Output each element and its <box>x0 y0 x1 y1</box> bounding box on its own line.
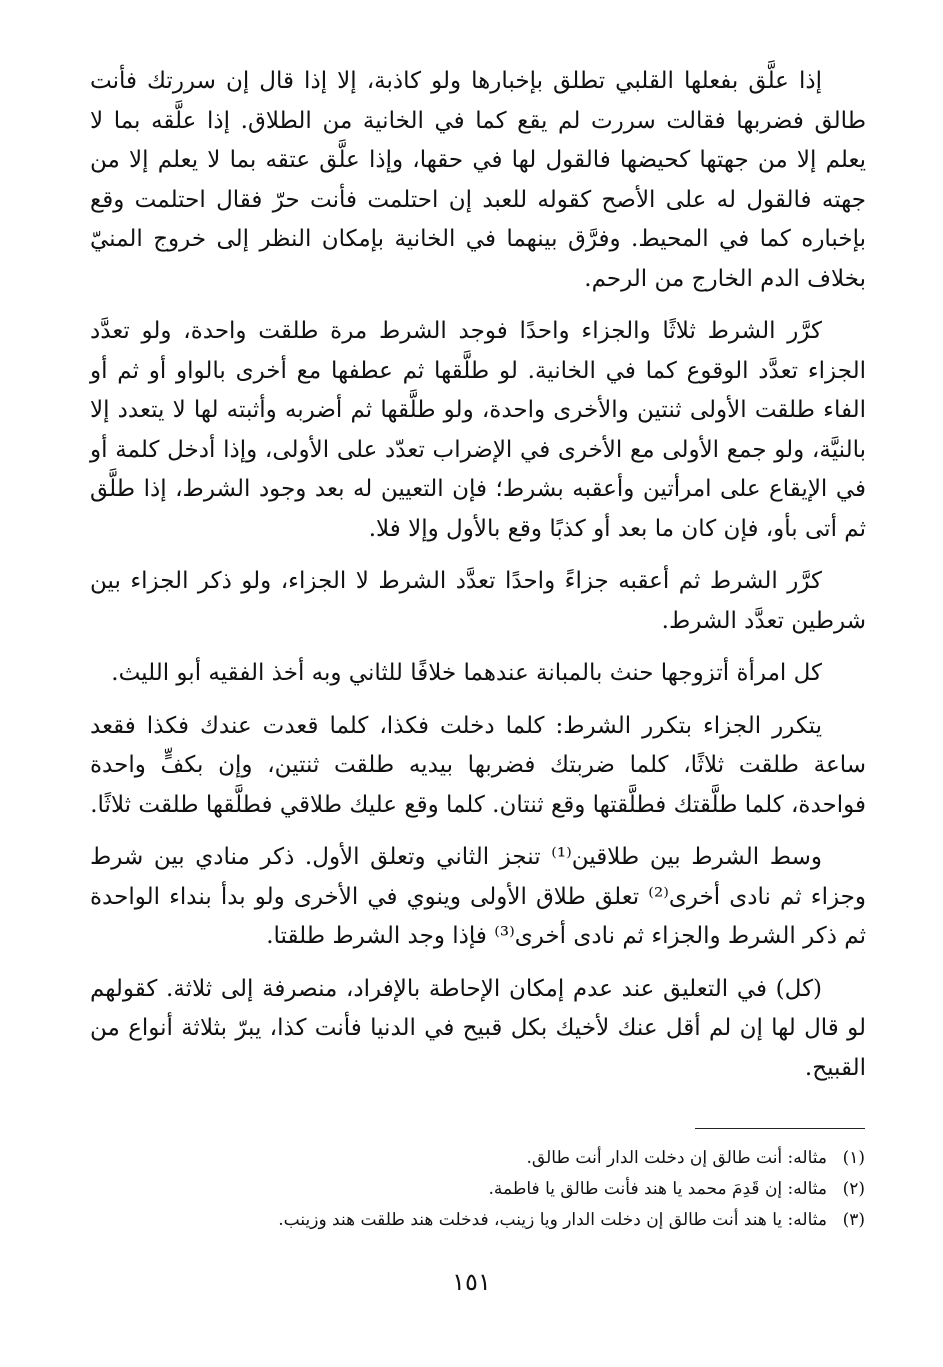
footnote <box>85 1205 865 1236</box>
footnote-separator <box>695 1128 865 1129</box>
paragraph <box>90 707 866 826</box>
footnote <box>85 1174 865 1205</box>
paragraph <box>90 312 866 549</box>
paragraph-text: وسط الشرط بين طلاقين⁽¹⁾ تنجز الثاني وتعلق الأول. ذكر منادي بين شرط وجزاء ثم نادى أخرى⁽²⁾ تعلق طلاق الأولى وينوي في الأخرى ولو بدأ بنداء الواحدة ثم ذكر الشرط والجزاء ثم نادى أخرى⁽³⁾ فإذا وجد الشرط طلقتا. <box>90 844 866 949</box>
paragraph <box>90 838 866 957</box>
paragraph <box>90 654 866 694</box>
footnote-number: (٢) <box>842 1179 865 1199</box>
footnote-text: مثاله: يا هند أنت طالق إن دخلت الدار ويا زينب، فدخلت هند طلقت هند وزينب. <box>278 1210 827 1230</box>
page-number: ١٥١ <box>452 1268 491 1296</box>
paragraph-text: (كل) في التعليق عند عدم إمكان الإحاطة بالإفراد، منصرفة إلى ثلاثة. كقولهم لو قال لها إن لم أقل عنك لأخيك بكل قبيح في الدنيا فأنت كذا، يبرّ بثلاثة أنواع من القبيح. <box>90 975 866 1081</box>
paragraph-text: كرَّر الشرط ثلاثًا والجزاء واحدًا فوجد الشرط مرة طلقت واحدة، ولو تعدَّد الجزاء تعدَّد الوقوع كما في الخانية. لو طلَّقها ثم عطفها مع أخرى بالواو أو ثم أو الفاء طلقت الأولى ثنتين والأخرى واحدة، ولو طلَّقها ثم أضربه وأثبته لها لا يتعدد إلا بالنيَّة، ولو جمع الأولى مع الأخرى في الإضراب تعدّد على الأولى، وإذا أدخل كلمة أو في الإيقاع على امرأتين وأعقبه بشرط؛ فإن التعيين له بعد وجود الشرط، إذا طلَّق ثم أتى بأو، فإن كان ما بعد أو كذبًا وقع بالأول وإلا فلا. <box>90 318 866 542</box>
paragraph <box>90 62 866 299</box>
paragraph <box>90 970 866 1089</box>
paragraph-text: كرَّر الشرط ثم أعقبه جزاءً واحدًا تعدَّد الشرط لا الجزاء، ولو ذكر الجزاء بين شرطين تعدَّد الشرط. <box>90 568 866 634</box>
footnote-text: مثاله: إن قَدِمَ محمد يا هند فأنت طالق يا فاطمة. <box>488 1179 827 1199</box>
footnote-number: (٣) <box>842 1210 865 1230</box>
footnote-text: مثاله: أنت طالق إن دخلت الدار أنت طالق. <box>526 1148 827 1168</box>
footnote <box>85 1143 865 1174</box>
footnote-number: (١) <box>842 1148 865 1168</box>
paragraph-text: يتكرر الجزاء بتكرر الشرط: كلما دخلت فكذا، كلما قعدت عندك فكذا فقعد ساعة طلقت ثلاثًا، كلما ضربتك فضربها بيديه طلقت ثنتين، وإن بكفٍّ واحدة فواحدة، كلما طلَّقتك فطلَّقتها وقع ثنتان. كلما وقع عليك طلاقي فطلَّقها طلقت ثلاثًا. <box>90 712 866 818</box>
main-text <box>90 62 866 1101</box>
footnotes <box>85 1143 865 1236</box>
paragraph-text: إذا علَّق بفعلها القلبي تطلق بإخبارها ولو كاذبة، إلا إذا قال إن سررتك فأنت طالق فضربها فقالت سررت لم يقع كما في الخانية من الطلاق. إذا علَّقه بما لا يعلم إلا من جهتها كحيضها فالقول لها في حقها، وإذا علَّق عتقه بما لا يعلم إلا من جهته فالقول له على الأصح كقوله للعبد إن احتلمت فأنت حرّ فقال احتلمت وقع بإخباره كما في المحيط. وفرَّق بينهما في الخانية بإمكان النظر إلى خروج المنيّ بخلاف الدم الخارج من الرحم. <box>90 68 866 292</box>
paragraph <box>90 562 866 641</box>
paragraph-text: كل امرأة أتزوجها حنث بالمبانة عندهما خلافًا للثاني وبه أخذ الفقيه أبو الليث. <box>111 660 822 686</box>
